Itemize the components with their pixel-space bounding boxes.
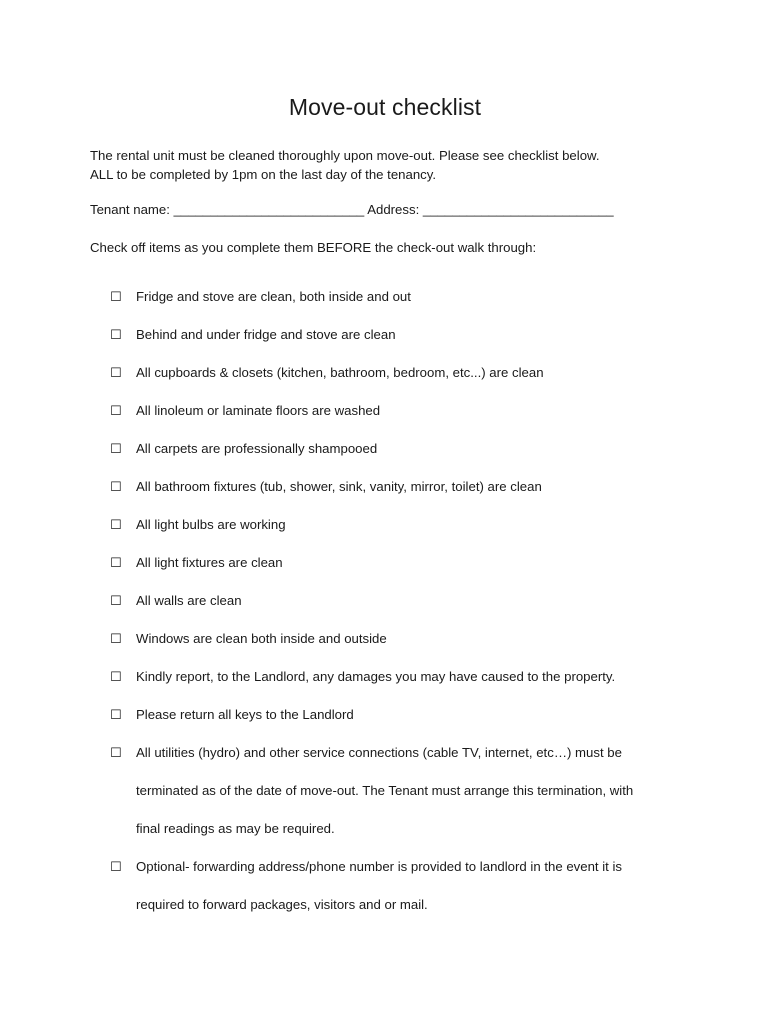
checklist-item: [110, 392, 710, 430]
checklist-item: [110, 658, 710, 696]
checkbox-icon[interactable]: ☐: [110, 669, 122, 684]
checklist-item-label: Fridge and stove are clean, both inside and out: [136, 289, 411, 304]
checklist-item-label: All light bulbs are working: [136, 517, 286, 532]
checklist-item: [110, 544, 710, 582]
checklist-item-label-line: final readings as may be required.: [136, 821, 335, 836]
page-title: Move-out checklist: [288, 94, 482, 120]
checklist-item-label: Windows are clean both inside and outside: [136, 631, 387, 646]
checklist-item: [110, 316, 710, 354]
checklist-item-label: All light fixtures are clean: [136, 555, 283, 570]
checkbox-icon[interactable]: ☐: [110, 327, 122, 342]
checkbox-icon[interactable]: ☐: [110, 479, 122, 494]
checklist: [110, 278, 710, 924]
intro-text: [90, 146, 599, 184]
checklist-item: [110, 354, 710, 392]
checkbox-icon[interactable]: ☐: [110, 859, 122, 874]
intro-line-2: ALL to be completed by 1pm on the last day of the tenancy.: [90, 167, 437, 182]
checklist-item-label: Kindly report, to the Landlord, any damages you may have caused to the property.: [136, 669, 616, 684]
checklist-item-label: Please return all keys to the Landlord: [136, 707, 354, 722]
checkbox-icon[interactable]: ☐: [110, 707, 122, 722]
checkbox-icon[interactable]: ☐: [110, 593, 122, 608]
checklist-item-label-line: required to forward packages, visitors and or mail.: [136, 897, 428, 912]
checkbox-icon[interactable]: ☐: [110, 403, 122, 418]
checklist-item-label-line: Optional- forwarding address/phone number is provided to landlord in the event it is: [136, 859, 623, 874]
checklist-item-optional: [110, 848, 710, 924]
checklist-item: [110, 582, 710, 620]
checklist-item: [110, 430, 710, 468]
checkbox-icon[interactable]: ☐: [110, 289, 122, 304]
checklist-item-label: All walls are clean: [136, 593, 242, 608]
checkbox-icon[interactable]: ☐: [110, 365, 122, 380]
instructions-text: Check off items as you complete them BEFORE the check-out walk through:: [90, 240, 537, 255]
checklist-item-label-line: terminated as of the date of move-out. The Tenant must arrange this termination, with: [136, 783, 634, 798]
intro-line-1: The rental unit must be cleaned thoroughly upon move-out. Please see checklist below.: [90, 148, 600, 163]
checklist-item-label: All cupboards & closets (kitchen, bathroom, bedroom, etc...) are clean: [136, 365, 544, 380]
checklist-item: [110, 620, 710, 658]
checklist-item: [110, 506, 710, 544]
checklist-item-label: All bathroom fixtures (tub, shower, sink, vanity, mirror, toilet) are clean: [136, 479, 542, 494]
tenant-name-address-row: Tenant name: __________________________ Address: __________________________: [90, 202, 614, 217]
checkbox-icon[interactable]: ☐: [110, 745, 122, 760]
checkbox-icon[interactable]: ☐: [110, 631, 122, 646]
checklist-item-utilities: [110, 734, 710, 848]
checklist-item: [110, 696, 710, 734]
checklist-item-label-line: All utilities (hydro) and other service connections (cable TV, internet, etc…) must be: [136, 745, 622, 760]
checkbox-icon[interactable]: ☐: [110, 441, 122, 456]
checkbox-icon[interactable]: ☐: [110, 517, 122, 532]
checkbox-icon[interactable]: ☐: [110, 555, 122, 570]
checklist-item-label: Behind and under fridge and stove are clean: [136, 327, 396, 342]
checklist-item: [110, 278, 710, 316]
checklist-item-label: All linoleum or laminate floors are washed: [136, 403, 381, 418]
checklist-item: [110, 468, 710, 506]
checklist-item-label: All carpets are professionally shampooed: [136, 441, 378, 456]
